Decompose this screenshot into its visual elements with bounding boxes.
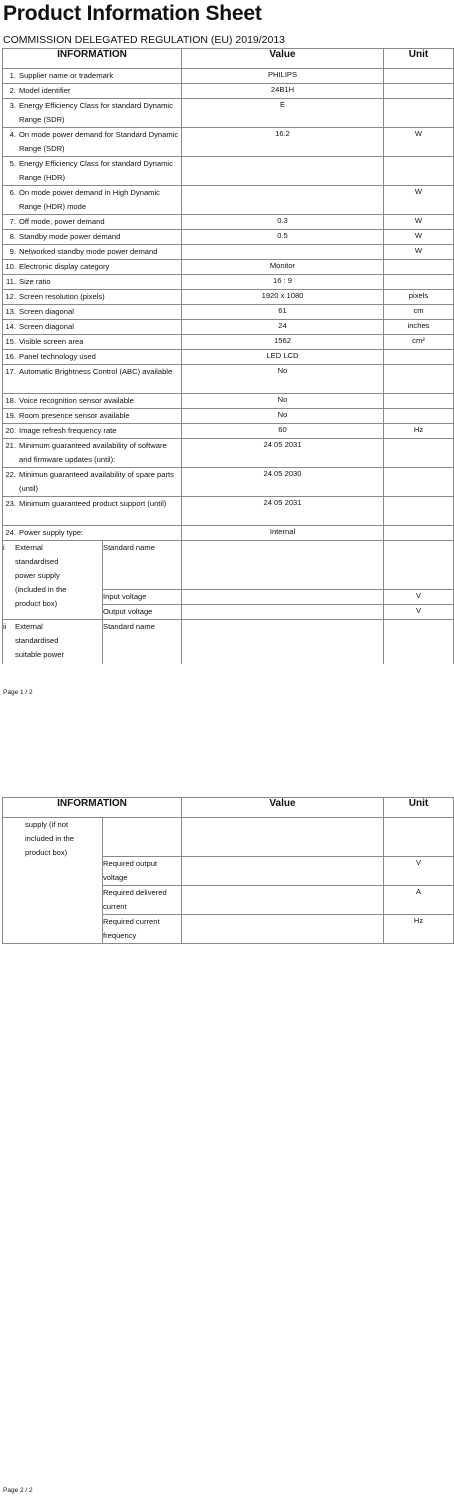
spec-unit [384,526,454,541]
spec-unit: inches [384,320,454,335]
spec-label: Minimun guaranteed availability of spare parts (until) [19,470,174,493]
spec-label-cell [3,468,182,497]
spec-row [3,245,454,260]
spec-unit [384,468,454,497]
psu-ii-label-cell-p2 [3,818,103,944]
spec-unit [384,260,454,275]
spec-row [3,84,454,99]
regulation-subtitle: COMMISSION DELEGATED REGULATION (EU) 2019/2013 [3,34,286,46]
spec-unit [384,84,454,99]
spec-unit: pixels [384,290,454,305]
psu-ii-number: ii [3,622,7,631]
spec-row [3,69,454,84]
spec-number: 11. [6,277,16,286]
spec-label-cell [3,215,182,230]
spec-value: No [182,409,384,424]
spec-number: 15. [5,337,16,346]
psu-i-label: External standardised power supply (included in the product box) [15,543,67,608]
psu-ii-standard-name-value [182,620,384,665]
spec-number: 16. [5,352,16,361]
spec-unit: cm² [384,335,454,350]
spec-label: Model identifier [19,86,71,95]
spec-unit [384,394,454,409]
spec-label-cell [3,84,182,99]
psu-required-delivered-current-unit: A [384,886,454,915]
psu-external-label-cell [3,541,103,620]
power-supply-section-p2 [3,818,454,944]
spec-value: No [182,394,384,409]
spec-number: 2. [9,86,16,95]
psu-output-voltage-value [182,604,384,619]
spec-value: 1920 x 1080 [182,290,384,305]
spec-number: 17. [5,367,16,376]
spec-value [182,157,384,186]
spec-row [3,439,454,468]
spec-label-cell [3,128,182,157]
psu-ii-standard-name-unit [384,620,454,665]
spec-value: 16 : 9 [182,275,384,290]
psu-ii-standard-name: Standard name [103,620,182,665]
spec-value: No [182,365,384,394]
spec-row [3,128,454,157]
spec-unit [384,157,454,186]
spec-label: Minimum guaranteed availability of software and firmware updates (until): [19,441,167,464]
spec-number: 23. [5,499,16,508]
spec-value: 0.3 [182,215,384,230]
psu-ii-cont-value [182,818,384,857]
spec-label: Image refresh frequency rate [19,426,117,435]
spec-value: 60 [182,424,384,439]
psu-standard-name-unit [384,541,454,590]
page-2-footer: Page 2 / 2 [3,1487,33,1494]
spec-label-cell [3,409,182,424]
spec-value: Internal [182,526,384,541]
psu-standard-name: Standard name [103,541,182,590]
header-information: INFORMATION [3,49,182,69]
spec-label: Voice recognition sensor available [19,396,134,405]
spec-number: 22. [5,470,16,479]
spec-row [3,335,454,350]
spec-number: 6. [9,188,16,197]
spec-unit: W [384,128,454,157]
spec-unit [384,350,454,365]
psu-input-voltage: Input voltage [103,589,182,604]
spec-label: Screen diagonal [19,307,74,316]
spec-unit: W [384,245,454,260]
spec-label-cell [3,99,182,128]
page-title: Product Information Sheet [3,2,262,25]
spec-number: 14. [5,322,16,331]
spec-label-cell [3,245,182,260]
spec-value: 1562 [182,335,384,350]
spec-number: 5. [9,159,16,168]
psu-i-number: i [3,543,5,552]
psu-required-output-voltage-value [182,857,384,886]
spec-label: Energy Efficiency Class for standard Dynamic Range (HDR) [19,159,173,182]
spec-label: Panel technology used [19,352,96,361]
psu-required-delivered-current: Required delivered current [103,886,182,915]
psu-required-current-frequency: Required current frequency [103,915,182,944]
spec-label: Minimum guaranteed product support (until) [19,499,167,508]
spec-label: Size ratio [19,277,51,286]
spec-row [3,99,454,128]
spec-label-cell [3,439,182,468]
spec-label: Networked standby mode power demand [19,247,158,256]
spec-label: Power supply type: [19,528,84,537]
spec-row [3,230,454,245]
spec-number: 1. [9,71,16,80]
spec-value: PHILIPS [182,69,384,84]
spec-unit: W [384,215,454,230]
spec-row [3,157,454,186]
spec-label-cell [3,157,182,186]
spec-label-cell [3,305,182,320]
spec-label-cell [3,497,182,526]
spec-label: Supplier name or trademark [19,71,114,80]
psu-input-voltage-value [182,589,384,604]
spec-unit: Hz [384,424,454,439]
header-value: Value [182,49,384,69]
spec-number: 10. [5,262,16,271]
spec-rows [3,69,454,541]
spec-row [3,215,454,230]
psu-required-output-voltage-unit: V [384,857,454,886]
spec-label-cell [3,275,182,290]
psu-output-voltage-unit: V [384,604,454,619]
spec-value: 24B1H [182,84,384,99]
spec-number: 13. [5,307,16,316]
spec-label-cell [3,320,182,335]
psu-required-current-frequency-value [182,915,384,944]
spec-unit [384,69,454,84]
psu-ii-label-part1: External standardised suitable power [15,622,64,659]
psu-ii-cont-unit [384,818,454,857]
header-unit-p2: Unit [384,798,454,818]
spec-row [3,409,454,424]
spec-number: 21. [5,441,16,450]
spec-row [3,290,454,305]
spec-row [3,275,454,290]
spec-row [3,320,454,335]
psu-ii-cont-cell [103,818,182,857]
psu-required-delivered-current-value [182,886,384,915]
spec-value: 16.2 [182,128,384,157]
psu-ii-label-cell [3,620,103,665]
spec-label: Off mode, power demand [19,217,105,226]
spec-label-cell [3,394,182,409]
spec-row [3,260,454,275]
header-unit: Unit [384,49,454,69]
spec-value: Monitor [182,260,384,275]
spec-label-cell [3,260,182,275]
spec-row [3,350,454,365]
spec-value [182,245,384,260]
psu-ii-label-part2: supply (if not included in the product box) [25,820,74,857]
psu-required-output-voltage: Required output voltage [103,857,182,886]
spec-number: 8. [9,232,16,241]
page-1-footer: Page 1 / 2 [3,689,33,696]
psu-required-current-frequency-unit: Hz [384,915,454,944]
spec-number: 9. [9,247,16,256]
spec-label: On mode power demand for Standard Dynamic Range (SDR) [19,130,179,153]
product-info-table-page-2 [2,797,454,944]
spec-unit [384,439,454,468]
spec-label: Visible screen area [19,337,84,346]
spec-row [3,468,454,497]
spec-number: 20. [5,426,16,435]
spec-row [3,365,454,394]
spec-label-cell [3,365,182,394]
spec-unit [384,365,454,394]
spec-number: 19. [5,411,16,420]
spec-unit: cm [384,305,454,320]
spec-label: Screen resolution (pixels) [19,292,105,301]
spec-label: Standby mode power demand [19,232,121,241]
spec-unit [384,409,454,424]
spec-label-cell [3,290,182,305]
spec-label: Automatic Brightness Control (ABC) available [19,367,173,376]
product-info-table-page-1 [2,48,454,664]
spec-row [3,394,454,409]
psu-input-voltage-unit: V [384,589,454,604]
psu-standard-name-value [182,541,384,590]
spec-row [3,497,454,526]
spec-number: 18. [5,396,16,405]
spec-value [182,186,384,215]
spec-number: 3. [9,101,16,110]
spec-number: 7. [9,217,16,226]
spec-row [3,526,454,541]
spec-number: 4. [9,130,16,139]
spec-label-cell [3,69,182,84]
spec-label-cell [3,526,182,541]
spec-value: LED LCD [182,350,384,365]
spec-label-cell [3,424,182,439]
header-value-p2: Value [182,798,384,818]
spec-unit: W [384,230,454,245]
spec-row [3,424,454,439]
spec-unit: W [384,186,454,215]
spec-label: On mode power demand in High Dynamic Range (HDR) mode [19,188,160,211]
header-information-p2: INFORMATION [3,798,182,818]
spec-row [3,186,454,215]
spec-value: 24 [182,320,384,335]
spec-unit [384,99,454,128]
spec-label-cell [3,186,182,215]
spec-unit [384,275,454,290]
spec-number: 24. [5,528,16,537]
spec-value: 0.5 [182,230,384,245]
spec-label: Screen diagonal [19,322,74,331]
spec-row [3,305,454,320]
spec-label: Energy Efficiency Class for standard Dynamic Range (SDR) [19,101,173,124]
spec-value: 24 05 2030 [182,468,384,497]
power-supply-section [3,541,454,665]
spec-label-cell [3,230,182,245]
psu-output-voltage: Output voltage [103,604,182,619]
spec-label: Electronic display category [19,262,110,271]
spec-label-cell [3,335,182,350]
spec-value: E [182,99,384,128]
spec-value: 24 05 2031 [182,497,384,526]
spec-value: 61 [182,305,384,320]
spec-unit [384,497,454,526]
spec-label: Room presence sensor available [19,411,130,420]
spec-number: 12. [5,292,16,301]
spec-value: 24 05 2031 [182,439,384,468]
spec-label-cell [3,350,182,365]
